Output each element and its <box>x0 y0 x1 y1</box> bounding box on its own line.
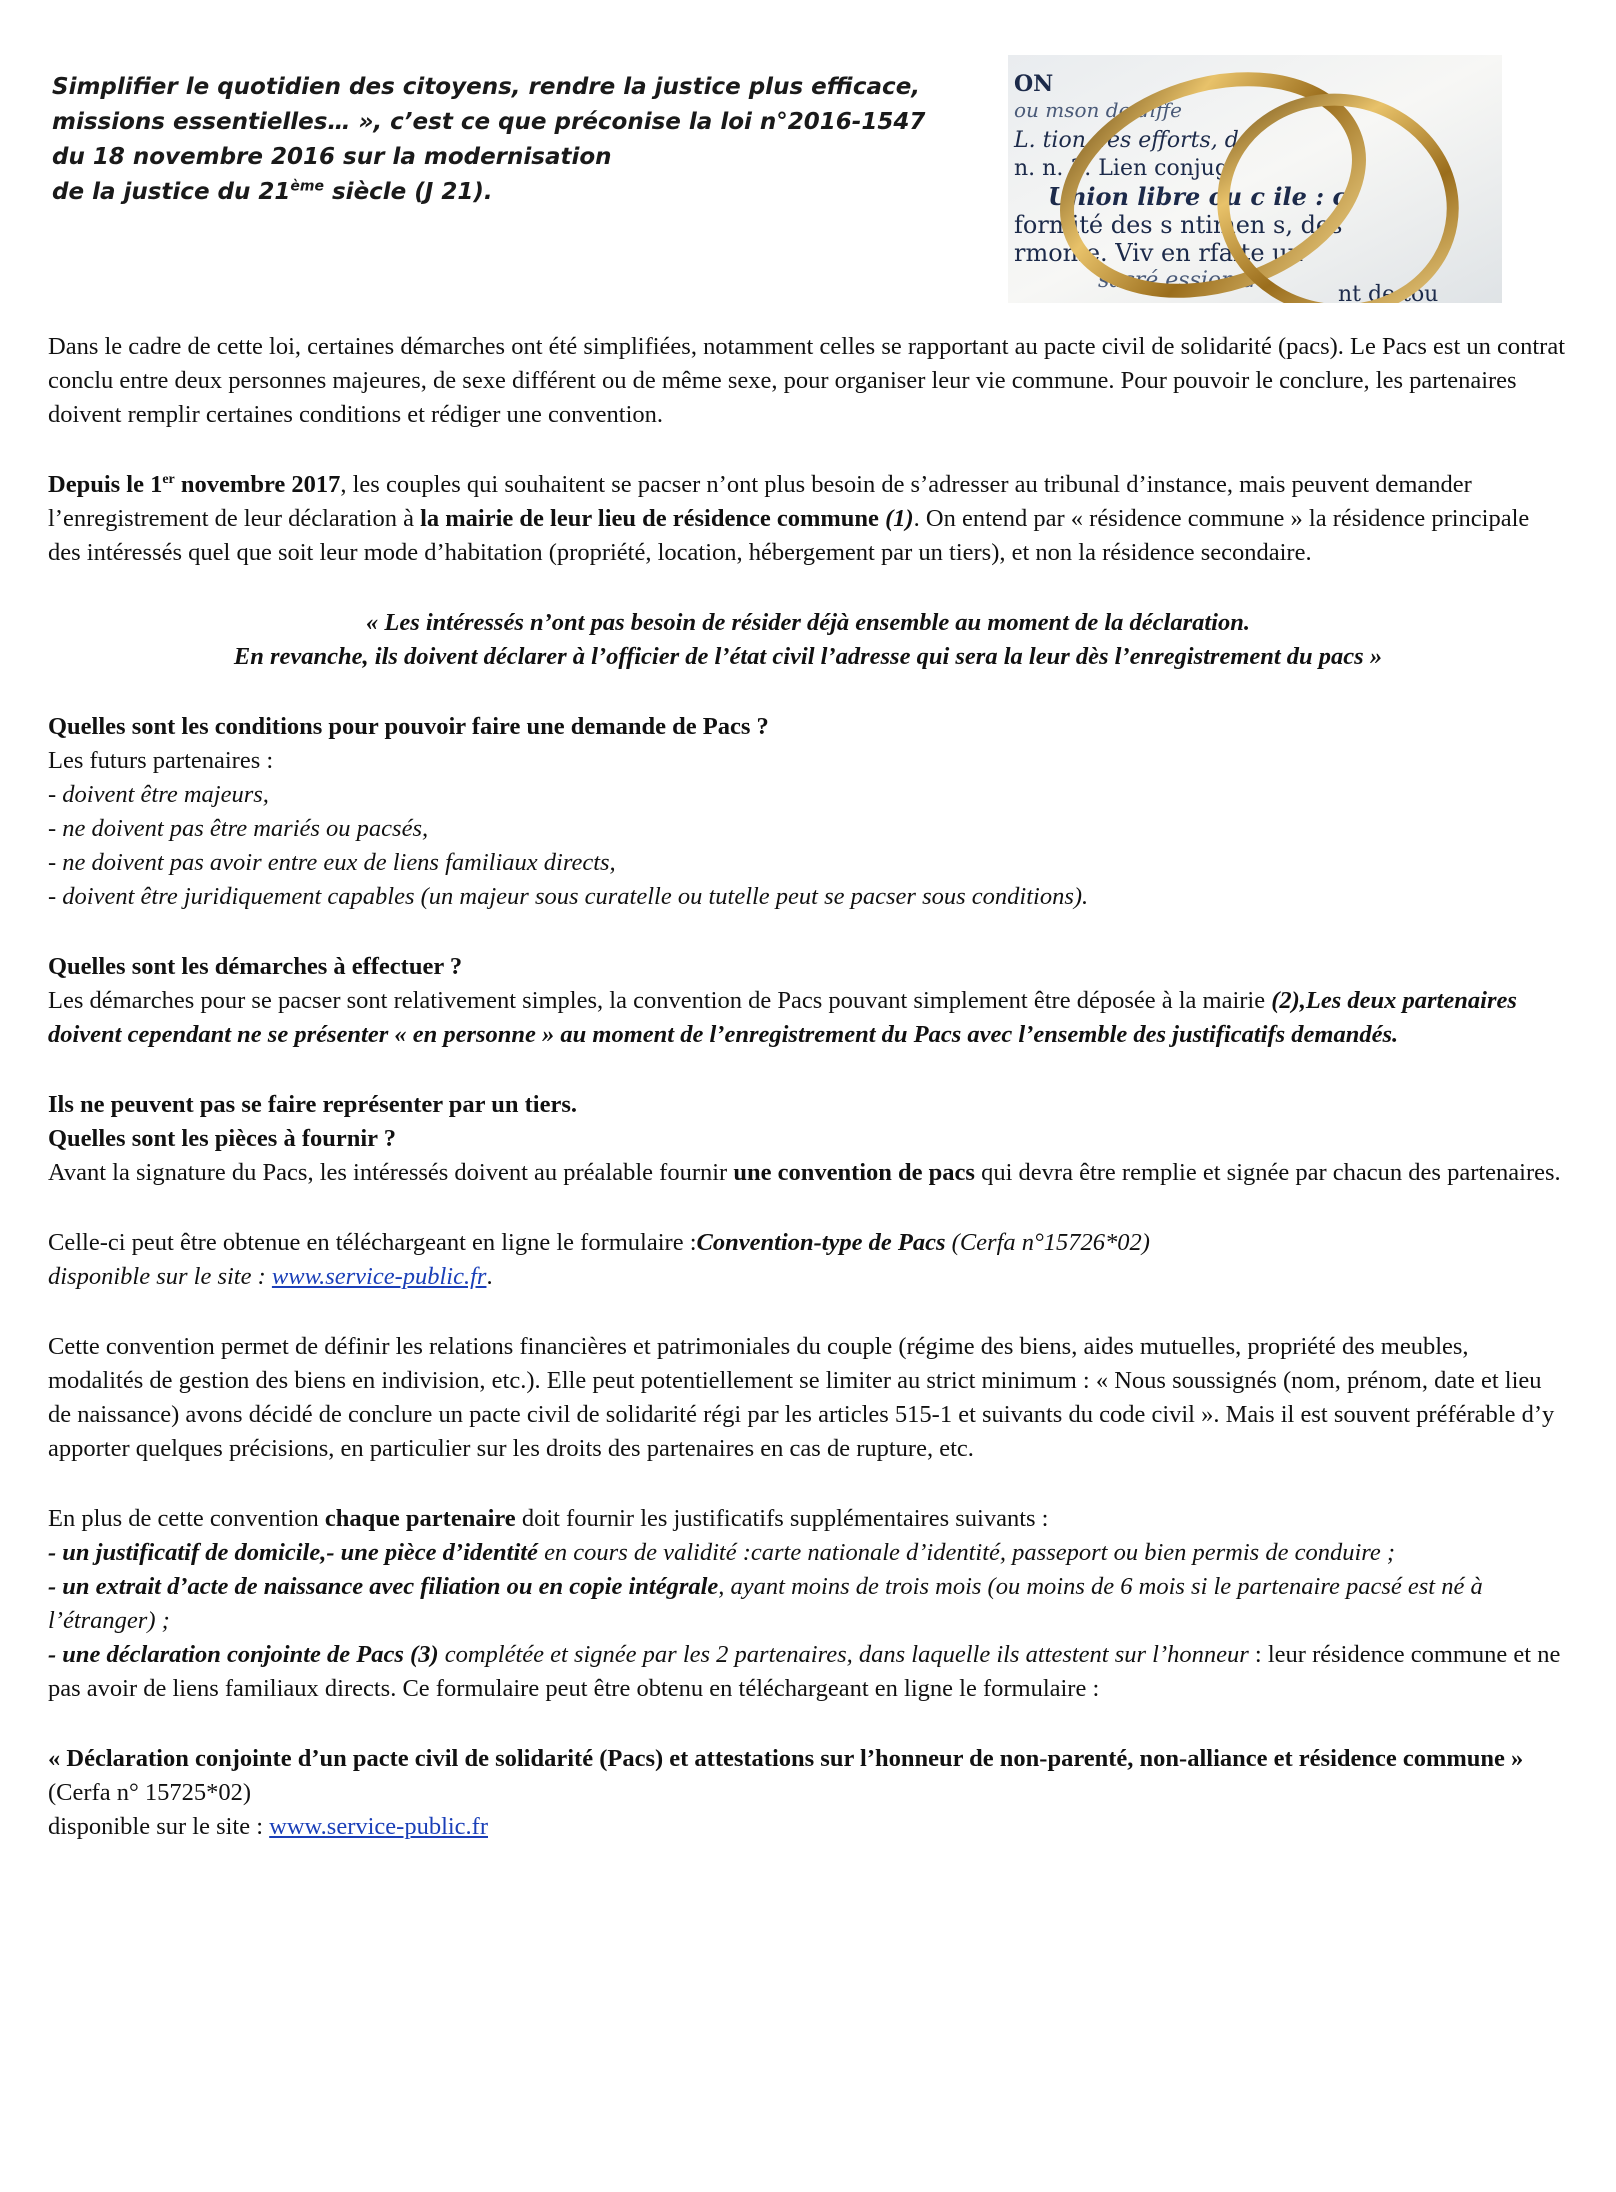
text: : leur résidence commune et ne pas avoir de liens familiaux directs. Ce formulaire peut être obtenu en téléchargeant en ligne le formulaire : <box>48 1641 1561 1702</box>
document-body <box>48 330 1568 1844</box>
photo-text: rmonie. Viv en rfaite un <box>1014 239 1304 267</box>
note-reference: (1) <box>878 505 914 532</box>
photo-text: nt de tou <box>1338 282 1439 303</box>
bold-italic-text: - un extrait d’acte de naissance avec filiation ou en copie intégrale <box>48 1573 719 1600</box>
text: . On entend par « résidence commune » la résidence principale des intéressés quel que soit leur mode d’habitation (propriété, location, hébergement par un tiers), et non la résidence secondaire. <box>48 505 1530 566</box>
text: doit fournir les justificatifs supplémentaires suivants : <box>515 1505 1049 1532</box>
photo-text: formité des s ntimen s, des <box>1014 211 1343 239</box>
photo-text: n. n. 3. Lien conjug <box>1014 156 1229 181</box>
superscript: er <box>162 471 175 487</box>
quote-line: En revanche, ils doivent déclarer à l’officier de l’état civil l’adresse qui sera la leur dès l’enregistrement du pacs » <box>233 643 1383 670</box>
text: En plus de cette convention <box>48 1505 325 1532</box>
paragraph-mairie <box>48 468 1568 570</box>
text: disponible sur le site : <box>48 1263 272 1290</box>
condition-item: - ne doivent pas avoir entre eux de liens familiaux directs, <box>48 849 616 876</box>
paragraph-cerfa-convention <box>48 1226 1568 1294</box>
photo-text: ou mson de diffe <box>1014 98 1182 122</box>
photo-text: ON <box>1014 71 1054 97</box>
heading-pieces: Quelles sont les pièces à fournir ? <box>48 1125 396 1152</box>
text: qui devra être remplie et signée par chacun des partenaires. <box>974 1159 1561 1186</box>
bold-text: la mairie de leur lieu de résidence commune <box>420 505 879 532</box>
date-bold <box>48 471 340 498</box>
cerfa-site <box>48 1810 1568 1844</box>
intro-line: missions essentielles… », c’est ce que préconise la loi n°2016-1547 <box>52 109 926 135</box>
justificatif-item <box>48 1570 1568 1638</box>
text: , les couples qui souhaitent se pacser n’ont plus besoin de s’adresser au tribunal d’instance, mais peuvent demander l’enregistrement de leur déclaration à <box>48 471 1472 532</box>
justificatif-item <box>48 1638 1568 1706</box>
service-public-link[interactable]: www.service-public.fr <box>271 1263 487 1290</box>
photo-text: sacré ession d <box>1098 268 1257 293</box>
justificatif-item <box>48 1536 1568 1570</box>
text: disponible sur le site : <box>48 1813 270 1840</box>
paragraph-pieces <box>48 1156 1568 1190</box>
italic-text: complétée et signée par les 2 partenaires, dans laquelle ils attestent sur l’honneur <box>438 1641 1249 1668</box>
bold-text: Depuis le 1 <box>48 471 163 498</box>
intro-line: Simplifier le quotidien des citoyens, rendre la justice plus efficace, <box>52 74 921 100</box>
cerfa-declaration-title: « Déclaration conjointe d’un pacte civil de solidarité (Pacs) et attestations sur l’honneur de non-parenté, non-alliance et résidence commune » <box>48 1745 1524 1772</box>
condition-item: - doivent être juridiquement capables (un majeur sous curatelle ou tutelle peut se pacser sous conditions). <box>48 883 1089 910</box>
bold-italic-text: - une déclaration conjointe de Pacs (3) <box>48 1641 439 1668</box>
heading-representation: Ils ne peuvent pas se faire représenter par un tiers. <box>48 1091 577 1118</box>
form-title: Convention-type de Pacs <box>696 1229 946 1256</box>
text: Les démarches pour se pacser sont relativement simples, la convention de Pacs pouvant simplement être déposée à la mairie <box>48 987 1272 1014</box>
wedding-rings-photo <box>1008 55 1502 303</box>
bold-text: chaque partenaire <box>324 1505 516 1532</box>
photo-text: L. tion des efforts, de <box>1014 128 1252 153</box>
bold-text: une convention de pacs <box>733 1159 975 1186</box>
paragraph-intro: Dans le cadre de cette loi, certaines démarches ont été simplifiées, notamment celles se rapportant au pacte civil de solidarité (pacs). Le Pacs est un contrat conclu entre deux personnes majeures, de sexe différent ou de même sexe, pour organiser leur vie commune. Pour pouvoir le conclure, les partenaires doivent remplir certaines conditions et rédiger une convention. <box>48 333 1566 428</box>
form-number: (Cerfa n°15726*02) <box>945 1229 1150 1256</box>
heading-conditions: Quelles sont les conditions pour pouvoir faire une demande de Pacs ? <box>48 713 769 740</box>
intro-text: siècle (J 21). <box>323 179 493 205</box>
bold-italic-text: (2),Les deux partenaires doivent cependant ne se présenter « en personne » au moment de l’enregistrement du Pacs avec l’ensemble des justificatifs demandés. <box>48 987 1517 1048</box>
intro-superscript: ème <box>290 178 324 195</box>
quote-line: « Les intéressés n’ont pas besoin de résider déjà ensemble au moment de la déclaration. <box>365 609 1250 636</box>
text: . <box>486 1263 493 1290</box>
cerfa-number: (Cerfa n° 15725*02) <box>48 1779 252 1806</box>
paragraph-convention: Cette convention permet de définir les relations financières et patrimoniales du couple (régime des biens, aides mutuelles, propriété des meubles, modalités de gestion des biens en indivision, etc.). Elle peut potentiellement se limiter au strict minimum : « Nous soussignés (nom, prénom, date et lieu de naissance) avons décidé de conclure un pacte civil de solidarité régi par les articles 515-1 et suivants du code civil ». Mais il est souvent préférable d’y apporter quelques précisions, en particulier sur les droits des partenaires en cas de rupture, etc. <box>48 1333 1555 1462</box>
bold-text: novembre 2017 <box>174 471 341 498</box>
intro-line <box>52 175 952 210</box>
text: Celle-ci peut être obtenue en téléchargeant en ligne le formulaire : <box>48 1229 697 1256</box>
conditions-intro: Les futurs partenaires : <box>48 747 274 774</box>
heading-demarches: Quelles sont les démarches à effectuer ? <box>48 953 463 980</box>
intro-line: du 18 novembre 2016 sur la modernisation <box>52 144 612 170</box>
paragraph-justificatifs <box>48 1502 1568 1536</box>
condition-item: - doivent être majeurs, <box>48 781 269 808</box>
bold-italic-text: - un justificatif de domicile,- une pièce d’identité <box>48 1539 538 1566</box>
text: Avant la signature du Pacs, les intéressés doivent au préalable fournir <box>48 1159 734 1186</box>
service-public-link[interactable]: www.service-public.fr <box>269 1813 488 1840</box>
condition-item: - ne doivent pas être mariés ou pacsés, <box>48 815 429 842</box>
intro-text: de la justice du 21 <box>52 179 291 205</box>
paragraph-demarches <box>48 984 1568 1052</box>
intro-block <box>52 70 952 210</box>
italic-text: , ayant moins de trois mois (ou moins de 6 mois si le partenaire pacsé est né à l’étranger) ; <box>48 1573 1483 1634</box>
photo-text: Union libre ou c ile : c <box>1048 182 1348 211</box>
italic-text: en cours de validité :carte nationale d’identité, passeport ou bien permis de conduire ; <box>537 1539 1396 1566</box>
